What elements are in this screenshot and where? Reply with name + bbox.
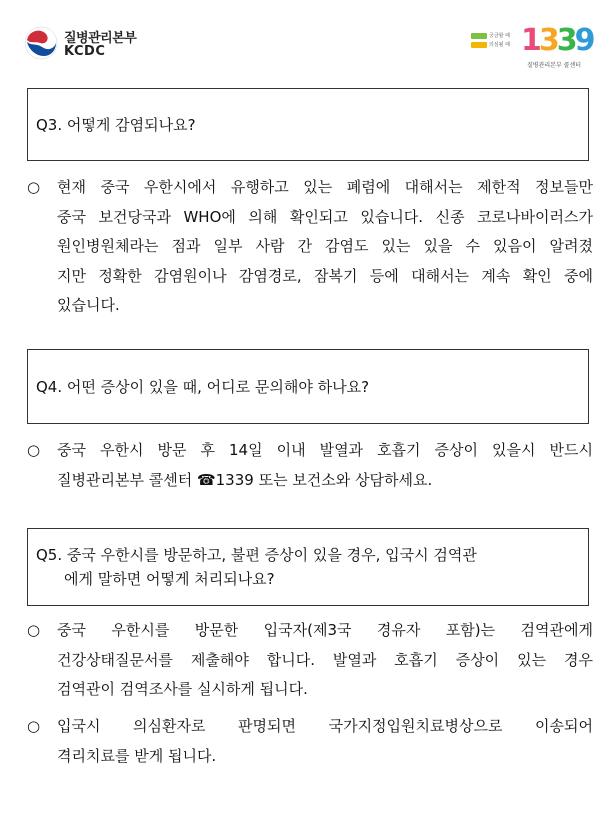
answer-q5-1 [27,616,593,705]
answer-q3 [27,173,593,321]
hotline-digit: 3 [556,23,575,58]
answer-q5-2 [27,712,593,771]
hotline-tag-green [471,33,487,39]
answer-item [27,616,593,705]
answer-line: 중국 우한시를 방문한 입국자(제3국 경유자 포함)는 검역관에게 [57,621,593,639]
answer-line: 입국시 의심환자로 판명되면 국가지정입원치료병상으로 이송되어 [57,717,593,735]
bullet-circle-icon: ○ [27,621,41,639]
question-q4: Q4. 어떤 증상이 있을 때, 어디로 문의해야 하나요? [36,377,370,396]
hotline-tag-text-2: 의심될 때 [489,42,510,48]
hotline-digit: 3 [538,23,557,58]
answer-line: 지만 정확한 감염원이나 감염경로, 잠복기 등에 대해서는 계속 확인 중에 [57,266,593,285]
answer-line: 있습니다. [57,296,120,314]
question-box-q4 [27,349,589,424]
bullet-circle-icon: ○ [27,178,41,196]
question-q5-line2: 에게 말하면 어떻게 처리되나요? [64,570,275,588]
hotline-digit: 1 [521,23,539,58]
question-q5-line1: Q5. 중국 우한시를 방문하고, 불편 증상이 있을 경우, 입국시 검역관 [36,546,477,564]
hotline-tag-yellow [471,42,487,48]
answer-line: 격리치료를 받게 됩니다. [57,746,217,765]
org-abbr: KCDC [64,44,106,59]
question-box-q3 [27,88,589,161]
page-header [0,0,616,80]
answer-q4 [27,436,593,495]
question-box-q5 [27,528,589,606]
bullet-circle-icon: ○ [27,441,41,459]
hotline-logo [471,25,593,71]
hotline-digit: 9 [574,23,593,58]
hotline-subtitle: 질병관리본부 콜센터 [527,62,582,69]
hotline-tags [471,33,519,51]
answer-line: 중국 우한시 방문 후 14일 이내 발열과 호흡기 증상이 있을시 반드시 [57,441,593,459]
answer-item [27,436,593,495]
answer-line: 건강상태질문서를 제출해야 합니다. 발열과 호흡기 증상이 있는 경우 [57,650,593,669]
answer-line: 중국 보건당국과 WHO에 의해 확인되고 있습니다. 신종 코로나바이러스가 [57,207,593,226]
question-q3: Q3. 어떻게 감염되나요? [36,115,196,134]
kcdc-logo-icon [24,26,58,60]
answer-line: 원인병원체라는 점과 일부 사람 간 감염도 있는 있을 수 있음이 알려졌 [57,237,593,255]
bullet-circle-icon: ○ [27,717,41,735]
hotline-number [521,25,593,57]
answer-item [27,173,593,321]
answer-line: 현재 중국 우한시에서 유행하고 있는 폐렴에 대해서는 제한적 정보들만 [57,178,593,196]
answer-line: 질병관리본부 콜센터 ☎1339 또는 보건소와 상담하세요. [57,470,433,489]
answer-line: 검역관이 검역조사를 실시하게 됩니다. [57,680,308,698]
answer-item [27,712,593,771]
hotline-tag-text-1: 궁금할 때 [489,33,510,39]
org-name: 질병관리본부 [64,31,137,46]
